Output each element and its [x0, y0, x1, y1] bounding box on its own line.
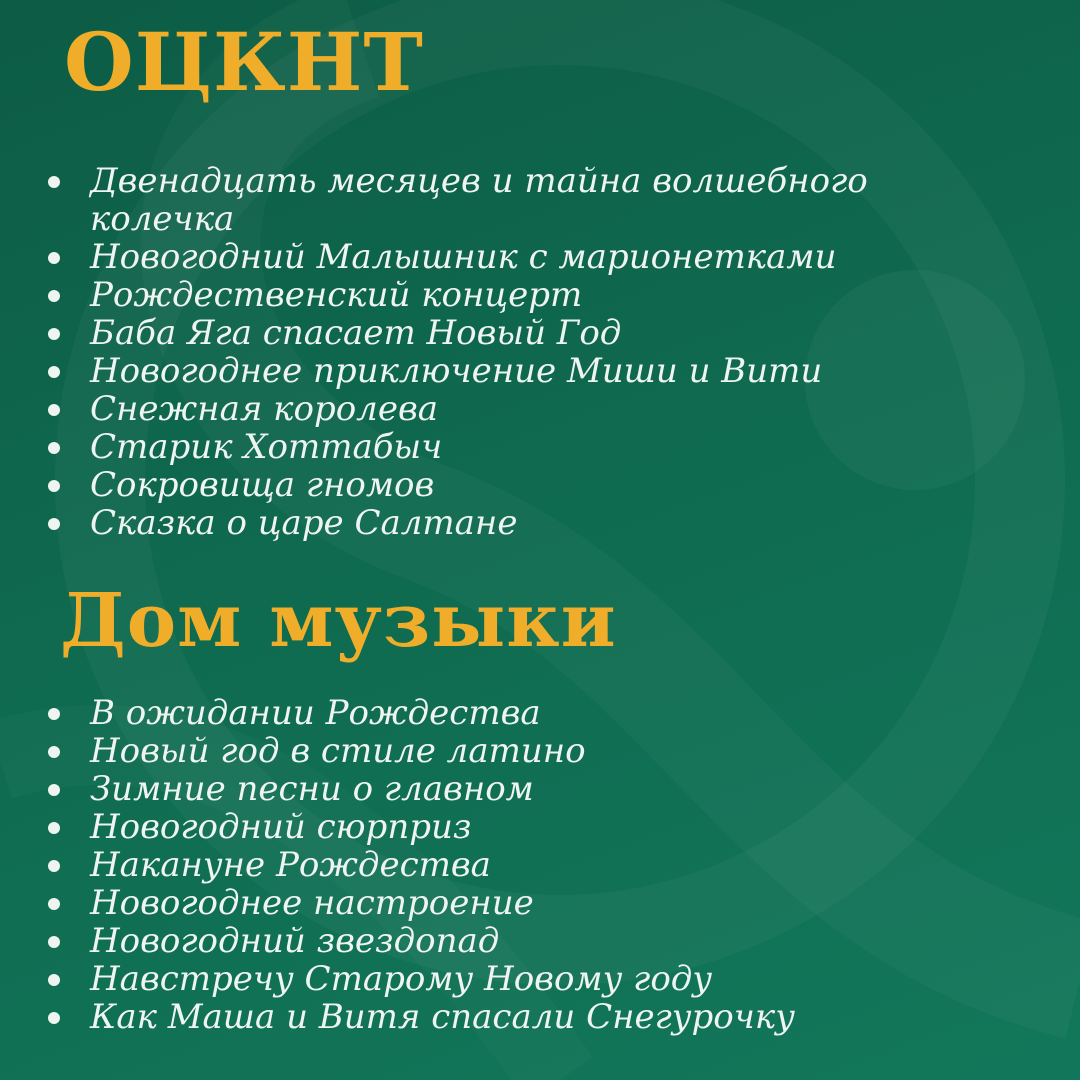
list-item	[0, 466, 1000, 504]
section-heading-ocknt: ОЦКНТ	[64, 15, 424, 109]
bullet-icon	[48, 784, 60, 796]
list-item-text: Как Маша и Витя спасали Снегурочку	[90, 997, 795, 1037]
list-item	[0, 694, 1000, 732]
list-item-text: Сокровища гномов	[90, 465, 435, 505]
bullet-icon	[48, 1012, 60, 1024]
list-item	[0, 770, 1000, 808]
list-item	[0, 846, 1000, 884]
bullet-icon	[48, 328, 60, 340]
bullet-icon	[48, 176, 60, 188]
bullet-icon	[48, 290, 60, 302]
list-item-text: Двенадцать месяцев и тайна волшебного колечка	[90, 161, 868, 239]
list-item-text: Новогодний сюрприз	[90, 807, 472, 847]
list-item-text: Новогоднее настроение	[90, 883, 534, 923]
bullet-icon	[48, 366, 60, 378]
list-item-text: Навстречу Старому Новому году	[90, 959, 713, 999]
bullet-icon	[48, 442, 60, 454]
dom-muzyki-event-list	[0, 694, 1000, 1036]
list-item-text: Новогодний Малышник с марионетками	[90, 237, 837, 277]
bullet-icon	[48, 860, 60, 872]
list-item-text: Накануне Рождества	[90, 845, 491, 885]
list-item-text: Старик Хоттабыч	[90, 427, 443, 467]
section-heading-dom-muzyki: Дом музыки	[60, 578, 617, 664]
list-item-text: Баба Яга спасает Новый Год	[90, 313, 622, 353]
bullet-icon	[48, 898, 60, 910]
bullet-icon	[48, 480, 60, 492]
list-item	[0, 504, 1000, 542]
list-item-text: Новогоднее приключение Миши и Вити	[90, 351, 823, 391]
list-item	[0, 352, 1000, 390]
list-item-text: Рождественский концерт	[90, 275, 583, 315]
list-item	[0, 276, 1000, 314]
bullet-icon	[48, 974, 60, 986]
list-item	[0, 162, 870, 238]
list-item	[0, 390, 1000, 428]
bullet-icon	[48, 746, 60, 758]
list-item-text: Снежная королева	[90, 389, 439, 429]
list-item	[0, 960, 1000, 998]
list-item	[0, 238, 1000, 276]
list-item-text: В ожидании Рождества	[90, 693, 541, 733]
ocknt-event-list	[0, 162, 1000, 542]
list-item-text: Новый год в стиле латино	[90, 731, 586, 771]
list-item	[0, 732, 1000, 770]
list-item	[0, 428, 1000, 466]
list-item	[0, 998, 1000, 1036]
list-item	[0, 922, 1000, 960]
bullet-icon	[48, 708, 60, 720]
list-item	[0, 314, 1000, 352]
list-item	[0, 884, 1000, 922]
bullet-icon	[48, 404, 60, 416]
bullet-icon	[48, 252, 60, 264]
list-item-text: Зимние песни о главном	[90, 769, 534, 809]
bullet-icon	[48, 822, 60, 834]
bullet-icon	[48, 936, 60, 948]
list-item	[0, 808, 1000, 846]
list-item-text: Новогодний звездопад	[90, 921, 500, 961]
bullet-icon	[48, 518, 60, 530]
list-item-text: Сказка о царе Салтане	[90, 503, 518, 543]
